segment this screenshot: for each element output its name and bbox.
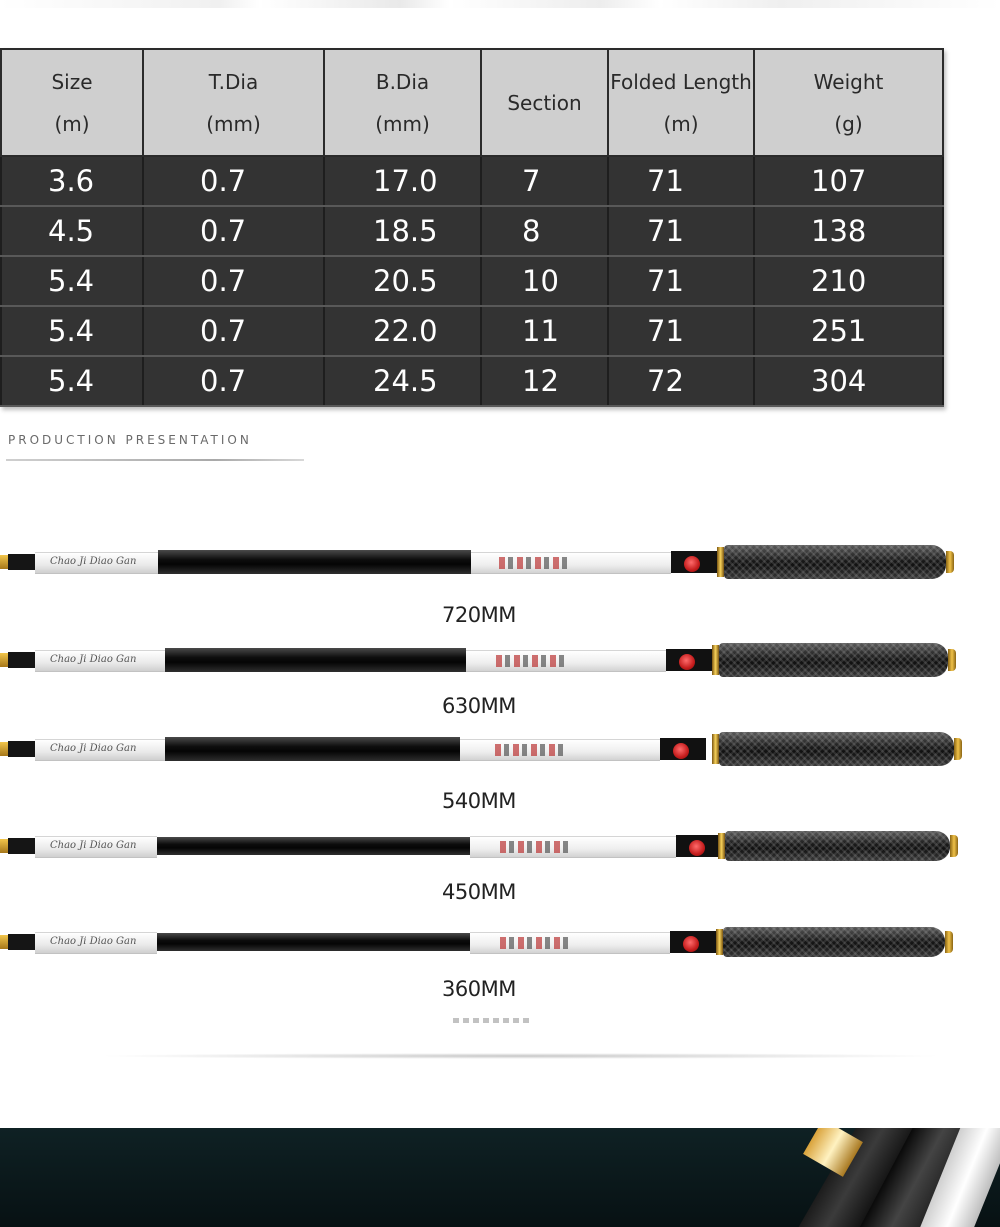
cell-butt-diameter: 18.5 [324,206,481,256]
cell-section: 8 [481,206,608,256]
rod-gold-ring [716,929,723,955]
rod-cap [8,554,35,570]
section-title: PRODUCTION PRESENTATION [8,433,252,447]
rod-cap [8,741,35,757]
rod-length-label: 540MM [442,789,516,813]
cell-butt-diameter: 22.0 [324,306,481,356]
rod-white-section [35,932,157,954]
red-seal-icon [683,936,699,952]
table-row [1,206,943,256]
rod-black-band [666,649,712,671]
cell-tip-diameter: 0.7 [143,256,324,306]
cell-folded-length: 71 [608,306,754,356]
red-seal-icon [689,840,705,856]
red-seal-icon [684,556,700,572]
rod-butt-cap [946,551,954,573]
cell-folded-length: 71 [608,206,754,256]
rod-black-section [165,648,466,672]
rod-white-section [35,739,165,761]
cell-size: 3.6 [1,156,143,206]
header-tip-diameter: T.Dia (mm) [143,49,324,156]
rod-length-label: 360MM [442,977,516,1001]
cell-size: 5.4 [1,306,143,356]
cell-weight: 210 [754,256,943,306]
rod-length-label: 720MM [442,603,516,627]
rod-script-label: Chao Ji Diao Gan [50,936,137,947]
rod-tip [0,653,8,667]
rod-length-label: 630MM [442,694,516,718]
cell-folded-length: 71 [608,256,754,306]
cell-weight: 304 [754,356,943,406]
section-title-underline [6,459,304,461]
rod-grip [719,643,948,677]
rod-brand-mark [499,557,569,569]
header-size: Size (m) [1,49,143,156]
cell-tip-diameter: 0.7 [143,306,324,356]
rod-gold-ring [718,833,725,859]
rod-grip [725,831,950,861]
divider-shadow [95,1053,945,1059]
rod-white-section [35,836,157,858]
cell-weight: 107 [754,156,943,206]
rod-image [0,927,960,957]
cell-tip-diameter: 0.7 [143,156,324,206]
rod-black-band [671,551,717,573]
rod-butt-cap [950,835,958,857]
rod-image [0,547,960,577]
cell-weight: 138 [754,206,943,256]
rod-white-section [471,552,671,574]
cell-section: 12 [481,356,608,406]
header-weight: Weight (g) [754,49,943,156]
rod-gold-ring [712,734,719,764]
cell-folded-length: 71 [608,156,754,206]
cell-butt-diameter: 24.5 [324,356,481,406]
rod-script-label: Chao Ji Diao Gan [50,743,137,754]
header-folded-length: Folded Length (m) [608,49,754,156]
spec-table-header-row [1,49,943,156]
cell-butt-diameter: 20.5 [324,256,481,306]
rod-white-section [470,932,670,954]
header-butt-diameter: B.Dia (mm) [324,49,481,156]
rod-length-label: 450MM [442,880,516,904]
rod-grip [724,545,946,579]
rod-tip [0,839,8,853]
rod-tip [0,935,8,949]
rod-white-section [35,552,160,574]
cell-tip-diameter: 0.7 [143,356,324,406]
rod-black-band [670,931,716,953]
rod-butt-cap [954,738,962,760]
rod-image [0,831,962,861]
header-section: Section [481,49,608,156]
rod-script-label: Chao Ji Diao Gan [50,654,137,665]
rod-cap [8,652,35,668]
rod-brand-mark [500,841,570,853]
rod-gold-ring [712,645,719,675]
rod-image [0,734,962,764]
rod-cap [8,934,35,950]
cell-folded-length: 72 [608,356,754,406]
rod-white-section [460,739,660,761]
rod-black-section [165,737,460,761]
rod-script-label: Chao Ji Diao Gan [50,840,137,851]
table-row [1,356,943,406]
rod-white-section [470,836,676,858]
table-row [1,306,943,356]
rod-tip [0,742,8,756]
rod-butt-cap [948,649,956,671]
cell-tip-diameter: 0.7 [143,206,324,256]
rod-black-band [660,738,706,760]
rod-cap [8,838,35,854]
cell-section: 7 [481,156,608,206]
rod-butt-cap [945,931,953,953]
rod-image [0,645,960,675]
rod-brand-mark [500,937,570,949]
cell-section: 10 [481,256,608,306]
rod-grip [719,732,954,766]
red-seal-icon [673,743,689,759]
red-seal-icon [679,654,695,670]
cell-size: 4.5 [1,206,143,256]
rod-script-label: Chao Ji Diao Gan [50,556,137,567]
table-row [1,256,943,306]
cell-section: 11 [481,306,608,356]
rod-tip [0,555,8,569]
rod-black-band [676,835,722,857]
cell-weight: 251 [754,306,943,356]
rod-black-section [157,933,470,951]
cell-butt-diameter: 17.0 [324,156,481,206]
cell-size: 5.4 [1,256,143,306]
product-photo-banner [0,1128,1000,1227]
cell-size: 5.4 [1,356,143,406]
rod-grip [723,927,945,957]
rod-gold-ring [717,547,724,577]
rod-brand-mark [496,655,566,667]
rod-black-section [158,550,471,574]
table-row [1,156,943,206]
spec-table [0,48,944,407]
rod-white-section [466,650,666,672]
rod-brand-mark [495,744,565,756]
top-decorative-strip [0,0,1000,8]
rod-black-section [157,837,470,855]
cropped-text-fragment [453,1018,531,1023]
rod-white-section [35,650,165,672]
